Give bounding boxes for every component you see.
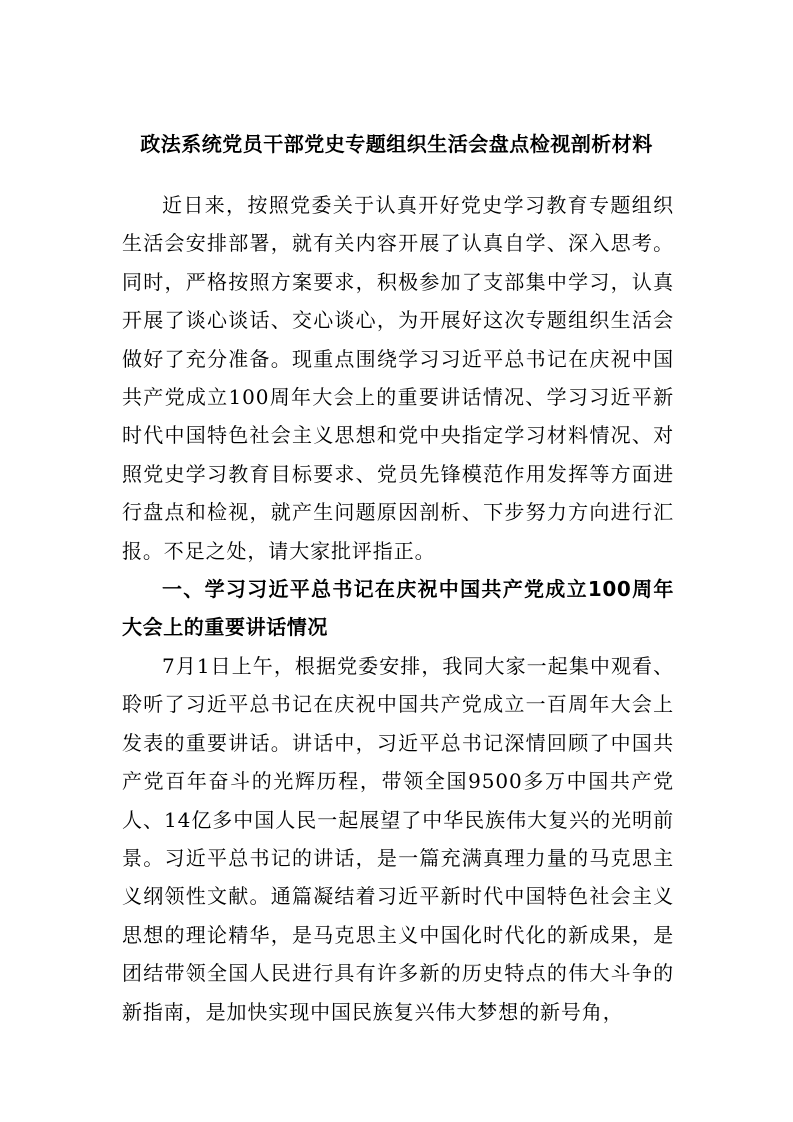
intro-paragraph: 近日来，按照党委关于认真开好党史学习教育专题组织生活会安排部署，就有关内容开展了认真自学、深入思考。同时，严格按照方案要求，积极参加了支部集中学习，认真开展了谈心谈话、交心谈心，为开展好这次专题组织生活会做好了充分准备。现重点围绕学习习近平总书记在庆祝中国共产党成立100周年大会上的重要讲话情况、学习习近平新时代中国特色社会主义思想和党中央指定学习材料情况、对照党史学习教育目标要求、党员先锋模范作用发挥等方面进行盘点和检视，就产生问题原因剖析、下步努力方向进行汇报。不足之处，请大家批评指正。	[122, 193, 674, 563]
document-body	[122, 186, 674, 1031]
document-title: 政法系统党员干部党史专题组织生活会盘点检视剖析材料	[140, 132, 653, 156]
section-heading-1: 一、学习习近平总书记在庆祝中国共产党成立100周年大会上的重要讲话情况	[122, 577, 674, 640]
section-1-paragraph: 7月1日上午，根据党委安排，我同大家一起集中观看、聆听了习近平总书记在庆祝中国共产党成立一百周年大会上发表的重要讲话。讲话中，习近平总书记深情回顾了中国共产党百年奋斗的光辉历程，带领全国9500多万中国共产党人、14亿多中国人民一起展望了中华民族伟大复兴的光明前景。习近平总书记的讲话，是一篇充满真理力量的马克思主义纲领性文献。通篇凝结着习近平新时代中国特色社会主义思想的理论精华，是马克思主义中国化时代化的新成果，是团结带领全国人民进行具有许多新的历史特点的伟大斗争的新指南，是加快实现中国民族复兴伟大梦想的新号角，	[122, 653, 674, 1024]
